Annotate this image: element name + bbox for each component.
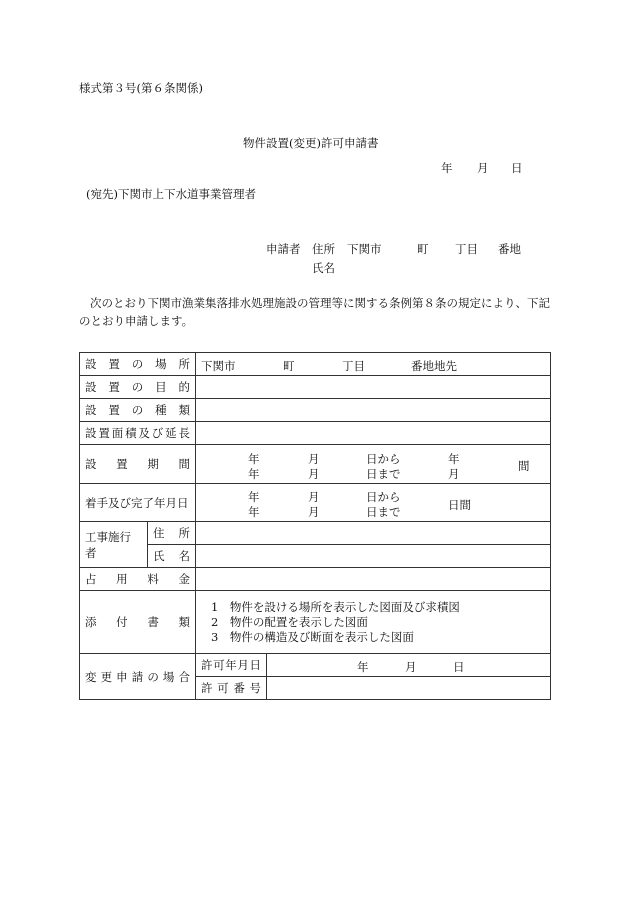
construction-end-month: 月 bbox=[308, 505, 320, 519]
contractor-address-value bbox=[196, 522, 551, 545]
attachment-item: 1 物件を設ける場所を表示した図面及び求積図 bbox=[211, 599, 460, 614]
construction-days: 日間 bbox=[448, 498, 471, 512]
row-change-date bbox=[80, 654, 551, 677]
period-duration-suffix: 間 bbox=[518, 459, 530, 473]
contractor-name-value bbox=[196, 545, 551, 568]
date-day: 日 bbox=[511, 161, 523, 175]
applicant-town: 町 bbox=[417, 242, 429, 256]
permit-month: 月 bbox=[405, 660, 417, 674]
location-city: 下関市 bbox=[201, 359, 236, 373]
permit-year: 年 bbox=[357, 660, 369, 674]
area-value bbox=[196, 422, 551, 445]
type-value bbox=[196, 399, 551, 422]
construction-start-day: 日から bbox=[366, 490, 401, 504]
period-end-month: 月 bbox=[308, 467, 320, 481]
applicant-name-label: 氏名 bbox=[312, 261, 335, 275]
period-start-month: 月 bbox=[308, 452, 320, 466]
addressee: (宛先)下関市上下水道事業管理者 bbox=[86, 187, 256, 201]
construction-dates-value bbox=[196, 484, 551, 522]
contractor-label: 工事施行者 bbox=[80, 522, 148, 568]
contractor-address-label: 住所 bbox=[153, 526, 190, 540]
row-fee bbox=[80, 568, 551, 591]
date-month: 月 bbox=[477, 161, 489, 175]
construction-start-month: 月 bbox=[308, 490, 320, 504]
location-town: 町 bbox=[283, 359, 295, 373]
applicant-city: 下関市 bbox=[347, 242, 382, 256]
location-chome: 丁目 bbox=[342, 359, 365, 373]
construction-dates-label: 着手及び完了年月日 bbox=[85, 495, 189, 510]
period-label: 設置期間 bbox=[85, 457, 190, 471]
date-year: 年 bbox=[441, 161, 453, 175]
permit-number-value bbox=[267, 677, 551, 700]
applicant-chome: 丁目 bbox=[455, 242, 478, 256]
applicant-banchi: 番地 bbox=[498, 242, 521, 256]
period-value bbox=[196, 445, 551, 484]
permit-day: 日 bbox=[453, 660, 465, 674]
row-contractor-name bbox=[80, 545, 551, 568]
form-number: 様式第３号(第６条関係) bbox=[79, 81, 203, 95]
change-label: 変更申請の場合 bbox=[85, 669, 190, 684]
purpose-value bbox=[196, 376, 551, 399]
row-area bbox=[80, 422, 551, 445]
period-start-day: 日から bbox=[366, 452, 401, 466]
contractor-name-label: 氏名 bbox=[153, 549, 190, 563]
construction-end-day: 日まで bbox=[366, 505, 401, 519]
document-title: 物件設置(変更)許可申請書 bbox=[243, 136, 379, 150]
attachment-item: 2 物件の配置を表示した図面 bbox=[211, 614, 368, 629]
attachment-item: 3 物件の構造及び断面を表示した図面 bbox=[211, 629, 414, 644]
body-text: 次のとおり下関市漁業集落排水処理施設の管理等に関する条例第８条の規定により、下記のとおり申請します。 bbox=[79, 296, 550, 328]
purpose-label: 設置の目的 bbox=[85, 380, 190, 394]
fee-label: 占用料金 bbox=[85, 572, 190, 586]
location-value bbox=[196, 353, 551, 376]
attachments-label: 添付書類 bbox=[85, 615, 190, 629]
location-banchi: 番地地先 bbox=[411, 359, 457, 373]
row-period bbox=[80, 445, 551, 484]
type-label: 設置の種類 bbox=[85, 403, 190, 417]
construction-start-year: 年 bbox=[248, 490, 260, 504]
row-location bbox=[80, 353, 551, 376]
permit-date-value bbox=[267, 654, 551, 677]
permit-date-label: 許可年月日 bbox=[201, 658, 261, 672]
period-end-day: 日まで bbox=[366, 467, 401, 481]
row-type bbox=[80, 399, 551, 422]
row-construction-dates bbox=[80, 484, 551, 522]
attachments-list bbox=[196, 591, 551, 654]
period-start-year: 年 bbox=[248, 452, 260, 466]
area-label: 設置面積及び延長 bbox=[85, 426, 190, 440]
row-attachments bbox=[80, 591, 551, 654]
application-table bbox=[79, 352, 551, 700]
permit-number-label: 許可番号 bbox=[201, 681, 261, 695]
row-purpose bbox=[80, 376, 551, 399]
period-duration-month: 月 bbox=[448, 467, 460, 481]
period-duration-year: 年 bbox=[448, 452, 460, 466]
construction-end-year: 年 bbox=[248, 505, 260, 519]
applicant-label: 申請者 bbox=[266, 242, 301, 256]
fee-value bbox=[196, 568, 551, 591]
location-label: 設置の場所 bbox=[85, 357, 190, 371]
applicant-address-label: 住所 bbox=[312, 242, 335, 256]
row-contractor-address bbox=[80, 522, 551, 545]
period-end-year: 年 bbox=[248, 467, 260, 481]
